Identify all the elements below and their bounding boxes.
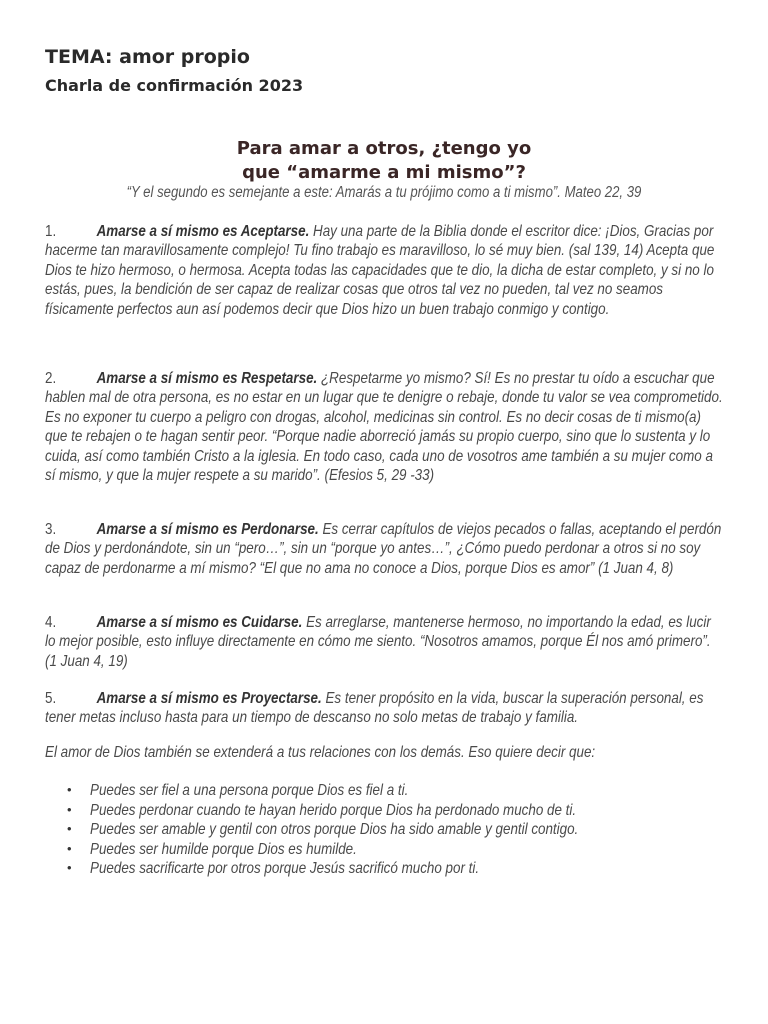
bullet-icon: •: [67, 821, 72, 837]
list-item-text: Puedes ser fiel a una persona porque Dios es fiel a ti.: [90, 782, 409, 799]
point-text: Es arreglarse, mantenerse hermoso, no importando la edad, es lucir lo mejor posible, esto influye directamente en cómo me siento. “Nosotros amamos, porque Él nos amó primero”. (1 Juan 4, 19): [45, 614, 711, 670]
list-item-text: Puedes ser humilde porque Dios es humilde.: [90, 840, 357, 858]
bullet-icon: •: [67, 860, 72, 876]
bullet-icon: •: [67, 840, 72, 856]
point-4: [45, 613, 724, 671]
point-text: ¿Respetarme yo mismo? Sí! Es no prestar tu oído a escuchar que hablen mal de otra persona, es no estar en un lugar que te denigre o rebaje, donde tu valor se vea comprometido. Es no exponer tu cuerpo a peligro con drogas, alcohol, medicinas sin control. Es no decir cosas de ti mismo(a) que te rebajen o te hagan sentir peor. “Porque nadie aborreció jamás su propio cuerpo, sino que lo sustenta y lo cuida, así como también Cristo a la iglesia. En todo caso, cada uno de vosotros ame también a su mujer como a sí mismo, y que la mujer respete a su marido”. (Efesios 5, 29 -33): [45, 370, 723, 485]
bullet-icon: •: [67, 782, 72, 797]
point-lead: Amarse a sí mismo es Cuidarse.: [96, 614, 303, 631]
point-lead: Amarse a sí mismo es Aceptarse.: [96, 223, 310, 240]
list-item-text: Puedes ser amable y gentil con otros porque Dios ha sido amable y gentil contigo.: [90, 821, 579, 839]
point-2: [45, 369, 724, 485]
bullet-icon: •: [67, 801, 72, 817]
point-3: [45, 520, 724, 578]
list-item-text: Puedes sacrificarte por otros porque Jesús sacrificó mucho por ti.: [90, 860, 480, 878]
main-title-line-2: que “amarme a mi mismo”?: [242, 162, 526, 183]
point-number: 5.: [45, 690, 57, 707]
point-number: 1.: [45, 223, 57, 240]
main-title-line-1: Para amar a otros, ¿tengo yo: [236, 138, 532, 159]
list-item-text: Puedes perdonar cuando te hayan herido porque Dios ha perdonado mucho de ti.: [90, 801, 577, 819]
point-number: 2.: [45, 370, 57, 387]
bible-quote: “Y el segundo es semejante a este: Amarás a tu prójimo como a ti mismo”. Mateo 22, 39: [126, 184, 642, 201]
point-5: [45, 689, 724, 728]
point-number: 3.: [45, 521, 57, 538]
point-lead: Amarse a sí mismo es Perdonarse.: [96, 521, 319, 538]
point-number: 4.: [45, 614, 57, 631]
main-title: [45, 137, 723, 185]
point-lead: Amarse a sí mismo es Respetarse.: [96, 370, 318, 387]
closing-paragraph: El amor de Dios también se extenderá a tus relaciones con los demás. Eso quiere decir que:: [45, 744, 596, 761]
point-lead: Amarse a sí mismo es Proyectarse.: [96, 690, 322, 707]
point-1: [45, 222, 724, 319]
point-text: Es tener propósito en la vida, buscar la superación personal, es tener metas incluso hasta para un tiempo de descanso no solo metas de trabajo y familia.: [45, 690, 704, 727]
point-text: Es cerrar capítulos de viejos pecados o fallas, aceptando el perdón de Dios y perdonándote, sin un “pero…”, sin un “porque yo antes…”, ¿Cómo puedo perdonar a otros si no soy capaz de perdonarme a mí mismo? “El que no ama no conoce a Dios, porque Dios es amor” (1 Juan 4, 8): [45, 521, 722, 577]
point-text: Hay una parte de la Biblia donde el escritor dice: ¡Dios, Gracias por hacerme tan maravillosamente complejo! Tu fino trabajo es maravilloso, lo sé muy bien. (sal 139, 14) Acepta que Dios te hizo hermoso, o hermosa. Acepta todas las capacidades que te dio, la dicha de estar completo, y si no lo estás, pues, la bendición de ser capaz de realizar cosas que otros tal vez no pueden, tal vez no seamos físicamente perfectos aun así podemos decir que Dios hizo un buen trabajo conmigo y contigo.: [45, 223, 715, 318]
topic-heading: TEMA: amor propio: [45, 46, 250, 68]
talk-subtitle: Charla de confirmación 2023: [45, 76, 304, 95]
